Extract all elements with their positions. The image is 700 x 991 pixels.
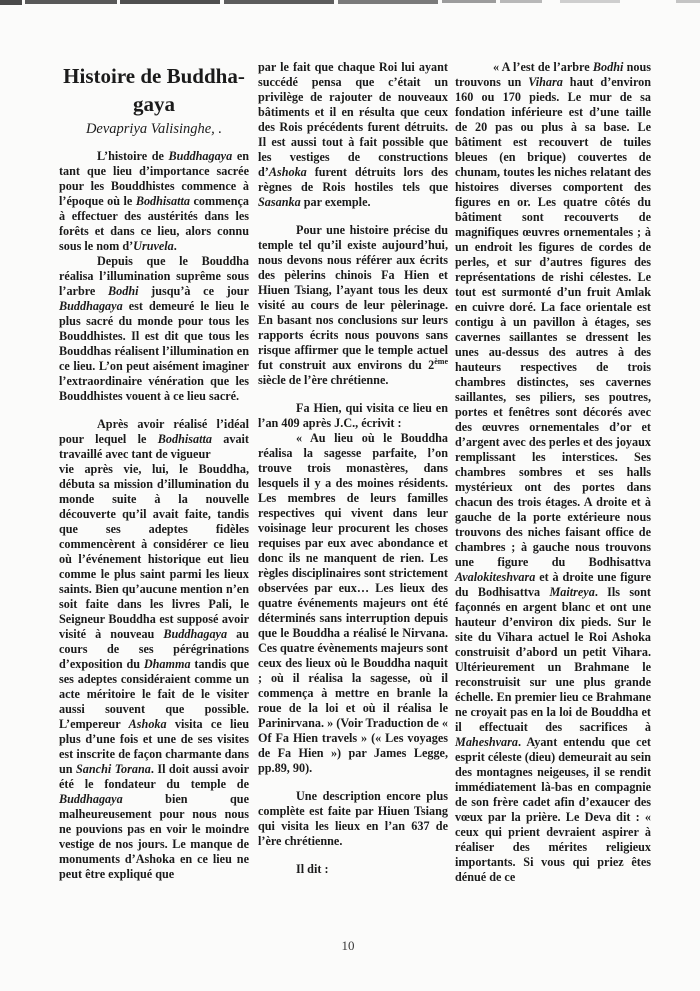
paragraph: Une description encore plus complète est faite par Hiuen Tsiang qui visita les lieux en l’an 637 de l’ère chrétienne. <box>258 789 448 848</box>
scan-artifact-top <box>676 0 700 3</box>
column-3-text <box>455 60 651 885</box>
scan-artifact-top <box>500 0 542 3</box>
column-1-text <box>59 149 249 882</box>
paragraph: « A l’est de l’arbre Bodhi nous trouvons un Vihara haut d’environ 160 ou 170 pieds. Le mur de sa fondation inférieure est d’une taille de 20 pas ou plus à sa base. Le bâtiment est recouvert de tuiles bleues (en brique) couvertes de chunam, toutes les niches relatant des histoires diverses comportent des figures en or. Les quatre côtés du bâtiment sont recouverts de magnifiques œuvres ornementales ; à un endroit les figures de cordes de perles, et sur d’autres figures des représentations de rishi célestes. Le tout est surmonté d’un fruit Amlak en cuivre doré. La face orientale est contigu à un pavillon à étages, ses cavernes saillantes se dressent les unes au-dessus des autres à des hauteurs respectives de trois chambres distinctes, ses cavernes saillantes, ses piliers, ses poutres, portes et fenêtres sont décorés avec des œuvres ornementales d’or et d’argent avec des perles et des joyaux remplissant les interstices. Ses chambres sombres et ses halls mystérieux ont des portes dans chacun des trois étages. A droite et à gauche de la porte extérieure nous trouvons des niches faisant office de chambres ; à gauche nous trouvons une figure du Bodhisattva Avalokiteshvara et à droite une figure du Bodhisattva Maitreya. Ils sont façonnés en argent blanc et ont une hauteur d’environ dix pieds. Sur le site du Vihara actuel le Roi Ashoka construisit d’abord un petit Vihara. Ultérieurement un Brahmane le reconstruisit sur une plus grande échelle. En premier lieu ce Brahmane ne croyait pas en la loi de Bouddha et il effectuait des sacrifices à Maheshvara. Ayant entendu que cet esprit céleste (dieu) demeurait au sein des montagnes neigeuses, il se rendit immédiatement là-bas en compagnie de son frère cadet afin d’exaucer des vœux par la prière. Le Deva dit : « ceux qui prient devraient aspirer à réaliser des mérites religieux importants. Si vous qui priez êtes dénué de ce <box>455 60 651 884</box>
column-3 <box>455 60 651 885</box>
scan-artifact-top <box>442 0 496 3</box>
article-title-line1: Histoire de Buddha- <box>63 64 245 88</box>
paragraph: Il dit : <box>296 862 329 876</box>
column-2-text <box>258 60 448 877</box>
author-byline: Devapriya Valisinghe, . <box>85 121 223 137</box>
paragraph: par le fait que chaque Roi lui ayant succédé pensa que c’était un privilège de rajouter de nouveaux bâtiments et il en résulta que ceux des Rois précédents furent détruits. Il est aussi tout à fait possible que les vestiges de constructions d’Ashoka furent détruits lors des règnes de Rois hostiles tels que Sasanka par exemple. <box>258 60 448 209</box>
paragraph: « Au lieu où le Bouddha réalisa la sagesse parfaite, l’on trouve trois monastères, dans lesquels il y a des moines résidents. Les membres de leurs familles respectives qui vivent dans leur voisinage leur procurent les choses requises par eux avec abondance et donc ils ne manquent de rien. Les règles disciplinaires sont strictement observées par eux… Les lieux des quatre événements majeurs ont été déterminés sans interruption depuis que le Bouddha a réalisé le Nirvana. Ces quatre évènements majeurs sont ceux des lieux où le Bouddha naquit ; où il réalisa la sagesse, où il commença à mettre en branle la roue de la loi et où il réalisa le Parinirvana. » (Voir Traduction de « Of Fa Hien travels » (« Les voyages de Fa Hien ») par James Legge, pp.89, 90). <box>258 431 449 775</box>
paragraph: Pour une histoire précise du temple tel qu’il existe aujourd’hui, nous devons nous référer aux écrits des pèlerins chinois Fa Hien et Hiuen Tsiang, l’ayant tous les deux visité au cours de leur pèlerinage. En basant nos conclusions sur leurs rapports écrits nous pouvons sans risque affirmer que le temple actuel fut construit aux environs du 2ème siècle de l’ère chrétienne. <box>258 223 448 387</box>
column-2 <box>258 60 448 885</box>
scan-artifact-top <box>560 0 620 3</box>
page-number: 10 <box>341 938 355 953</box>
scan-artifact-top <box>338 0 438 4</box>
article-title <box>59 62 249 118</box>
scan-artifact-top <box>0 0 22 5</box>
paragraph: Fa Hien, qui visita ce lieu en l’an 409 après J.C., écrivit : <box>258 401 448 430</box>
scan-artifact-top <box>224 0 334 4</box>
scan-artifact-top <box>120 0 220 4</box>
paragraph: Depuis que le Bouddha réalisa l’illumination suprême sous l’arbre Bodhi jusqu’à ce jour Buddhagaya est demeuré le lieu le plus sacré du monde pour tous les Bouddhistes. Il est dit que tous les Bouddhas réalisent l’illumination en ce lieu. L’on peut aisément imaginer l’extraordinaire vénération que les Bouddhistes vouent à ce lieu sacré. <box>59 254 249 403</box>
scan-artifact-top <box>25 0 117 4</box>
article-title-line2: gaya <box>133 92 175 116</box>
column-1 <box>59 60 249 885</box>
article-body <box>59 60 651 885</box>
paragraph: L’histoire de Buddhagaya en tant que lieu d’importance sacrée pour les Bouddhistes commence à l’époque où le Bodhisatta commença à effectuer des austérités dans les forêts et dans ce lieu, alors connu sous le nom d’Uruvela. <box>59 149 250 253</box>
paragraph: Après avoir réalisé l’idéal pour lequel le Bodhisatta avait travaillé avec tant de vigueur vie après vie, lui, le Bouddha, débuta sa mission d’illumination du monde suite à la nouvelle découverte qu’il avait faite, tandis que ses adeptes fidèles commencèrent à considérer ce lieu où l’événement historique eut lieu comme le plus saint parmi les lieux saints. Bien qu’aucune mention n’en soit faite dans les livres Pali, le Seigneur Bouddha est supposé avoir visité à nouveau Buddhagaya au cours de ses pérégrinations d’exposition du Dhamma tandis que ses adeptes considéraient comme un acte méritoire le fait de le visiter aussi souvent que possible. L’empereur Ashoka visita ce lieu plus d’une fois et une de ses visites est inscrite de façon charmante dans un Sanchi Torana. Il doit aussi avoir été le fondateur du temple de Buddhagaya bien que malheureusement pour nous nous ne pouvions pas en voir le moindre vestige de nos jours. Le manque de monuments d’Ashoka en ce lieu ne peut être expliqué que <box>59 417 249 881</box>
